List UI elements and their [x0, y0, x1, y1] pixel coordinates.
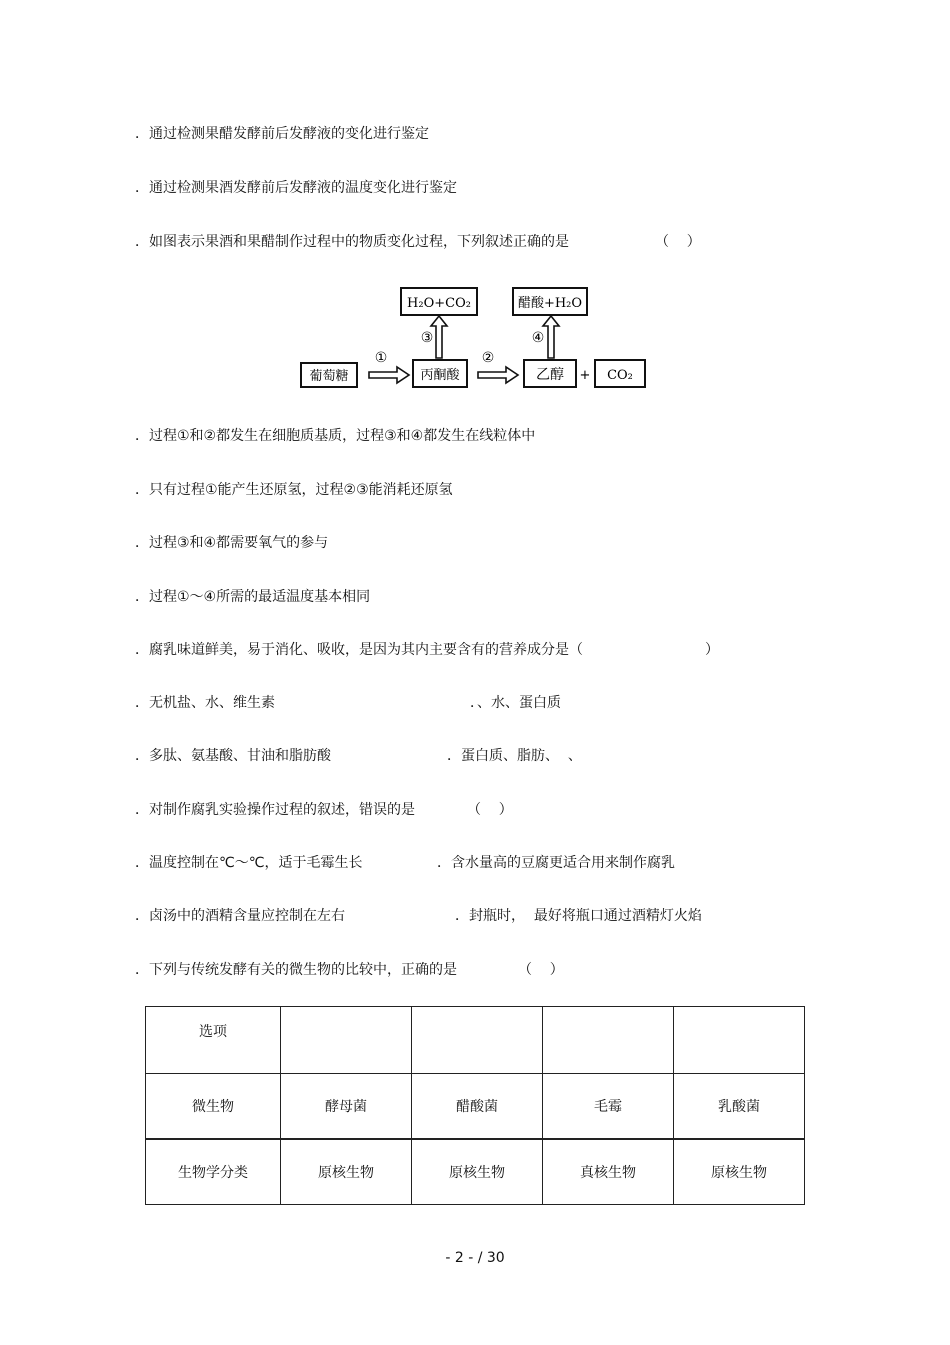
question-line [135, 640, 719, 660]
pyruvate-label: 丙酮酸 [420, 368, 460, 383]
arrow-up-icon [431, 316, 447, 358]
step3-label: ③ [420, 330, 434, 346]
table-cell: 选项 [146, 1007, 281, 1074]
answer-blank: （ ） [655, 234, 701, 250]
option-line [135, 124, 429, 144]
question-text: ．下列与传统发酵有关的微生物的比较中，正确的是 [135, 962, 457, 978]
table-row [146, 1139, 805, 1205]
answer-blank: ） [705, 642, 719, 658]
option-text: ．只有过程①能产生还原氢，过程②③能消耗还原氢 [135, 482, 453, 498]
option-text: ．通过检测果醋发酵前后发酵液的变化进行鉴定 [135, 126, 429, 142]
option-line [135, 587, 370, 607]
ethanol-label: 乙醇 [536, 367, 564, 383]
co2-label: CO₂ [607, 368, 633, 383]
plus-sign: + [579, 368, 591, 383]
table-cell: 真核生物 [543, 1139, 674, 1205]
question-line [135, 232, 701, 252]
table-cell: 酵母菌 [281, 1074, 412, 1140]
table-cell [281, 1007, 412, 1074]
question-line [135, 960, 564, 980]
option-line [135, 426, 535, 446]
table-row [146, 1074, 805, 1140]
option-line [135, 746, 582, 766]
arrow-right-icon [369, 367, 409, 383]
option-text: ．过程③和④都需要氧气的参与 [135, 535, 329, 551]
option-line [135, 533, 328, 553]
option-line [135, 693, 561, 713]
page-number: - 2 - / 30 [445, 1250, 505, 1266]
glucose-label: 葡萄糖 [309, 369, 349, 384]
answer-blank: （ ） [467, 802, 513, 818]
option-line [135, 906, 702, 926]
fermentation-process-diagram [295, 282, 655, 394]
option-text: ．封瓶时， 最好将瓶口通过酒精灯火焰 [455, 908, 702, 924]
option-text: ．过程①和②都发生在细胞质基质，过程③和④都发生在线粒体中 [135, 428, 536, 444]
table-cell: 乳酸菌 [674, 1074, 805, 1140]
table-cell [412, 1007, 543, 1074]
table-cell [543, 1007, 674, 1074]
question-text: ．如图表示果酒和果醋制作过程中的物质变化过程，下列叙述正确的是 [135, 234, 569, 250]
step1-label: ① [374, 350, 388, 366]
option-text: ．过程①～④所需的最适温度基本相同 [135, 589, 371, 605]
question-text: ．对制作腐乳实验操作过程的叙述，错误的是 [135, 802, 415, 818]
table-cell: 醋酸菌 [412, 1074, 543, 1140]
option-line [135, 853, 675, 873]
h2o-co2-label: H₂O+CO₂ [407, 296, 471, 311]
arrow-right-icon [478, 367, 518, 383]
step2-label: ② [481, 350, 495, 366]
question-line [135, 800, 513, 820]
table-cell [674, 1007, 805, 1074]
table-cell: 原核生物 [281, 1139, 412, 1205]
option-text: ．多肽、氨基酸、甘油和脂肪酸 [135, 748, 331, 764]
option-text: ．含水量高的豆腐更适合用来制作腐乳 [437, 855, 675, 871]
table-cell: 微生物 [146, 1074, 281, 1140]
option-text: ．通过检测果酒发酵前后发酵液的温度变化进行鉴定 [135, 180, 457, 196]
option-text: ．温度控制在℃～℃，适于毛霉生长 [135, 855, 363, 871]
table-cell: 毛霉 [543, 1074, 674, 1140]
option-text: ．、水、蛋白质 [470, 695, 561, 711]
table-cell: 生物学分类 [146, 1139, 281, 1205]
option-line [135, 178, 457, 198]
step4-label: ④ [531, 330, 545, 346]
acetic-acid-label: 醋酸+H₂O [517, 296, 583, 311]
arrow-up-icon [543, 316, 559, 358]
option-text: ．蛋白质、脂肪、 、 [447, 748, 582, 764]
comparison-table [145, 1006, 805, 1205]
answer-blank: （ ） [518, 962, 564, 978]
option-text: ．无机盐、水、维生素 [135, 695, 275, 711]
table-header-row [146, 1007, 805, 1074]
table-cell: 原核生物 [412, 1139, 543, 1205]
question-text: ．腐乳味道鲜美，易于消化、吸收，是因为其内主要含有的营养成分是（ [135, 642, 583, 658]
option-text: ．卤汤中的酒精含量应控制在左右 [135, 908, 345, 924]
table-cell: 原核生物 [674, 1139, 805, 1205]
option-line [135, 480, 453, 500]
